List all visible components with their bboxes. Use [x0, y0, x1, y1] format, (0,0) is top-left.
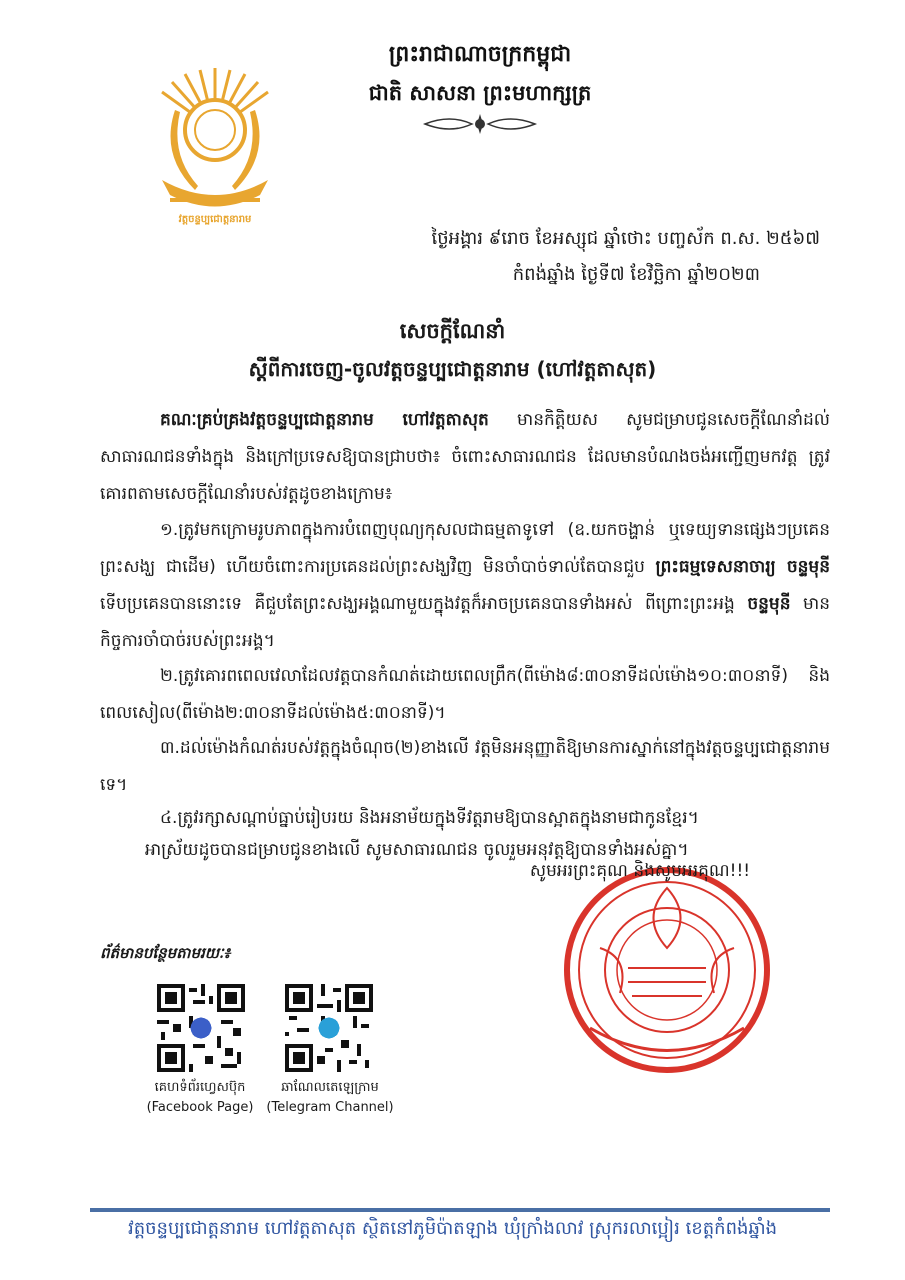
intro-text: មានកិត្តិយស សូមជម្រាបជូនសេចក្ដីណែនាំដល់សាធារណជនទាំងក្នុង និងក្រៅប្រទេសឱ្យបានជ្រាបថា៖ ចំពោះសាធារណជន ដែលមានបំណងចង់អញ្ជើញមកវត្ត ត្រូវគោរពតាមសេចក្ដីណែនាំរបស់វត្តដូចខាងក្រោម៖ — [100, 410, 830, 504]
item-1 — [100, 512, 830, 660]
ornament-divider — [420, 112, 540, 136]
telegram-label-km: ឆាណែលតេឡេក្រាម — [281, 1080, 379, 1095]
monk-name: ចន្ទមុនី — [747, 594, 791, 614]
thanks-line: សូមអរព្រះគុណ និងសូមអរគុណ!!! — [529, 861, 751, 881]
footer-address: វត្តចន្ទប្បជោត្តនារាម ហៅវត្តតាសុត ស្ថិតនៅភូមិប៉ាតឡាង ឃុំក្រាំងលាវ ស្រុករលាប្អៀរ ខេត្តកំពង់ឆ្នាំង — [127, 1218, 778, 1239]
official-seal — [560, 858, 775, 1083]
telegram-label — [245, 1078, 415, 1118]
monk-title: ព្រះធម្មទេសនាចារ្យ ចន្ទមុនី — [655, 557, 830, 577]
national-motto: ជាតិ សាសនា ព្រះមហាក្សត្រ — [368, 81, 592, 105]
footer-divider — [90, 1208, 830, 1212]
telegram-qr-code[interactable] — [285, 984, 373, 1072]
intro-paragraph — [100, 402, 830, 513]
logo-caption: វត្តចន្ទប្បជោត្តនារាម — [178, 214, 252, 225]
telegram-label-en: (Telegram Channel) — [266, 1100, 394, 1115]
document-title: សេចក្ដីណែនាំ — [399, 319, 506, 343]
facebook-label-km: គេហទំព័រហ្វេសប៊ុក — [154, 1080, 246, 1095]
item-1-text-c: មានកិច្ចការចាំបាច់របស់ព្រះអង្គ។ — [100, 594, 830, 651]
lunar-date: ថ្ងៃអង្គារ ៩រោច ខែអស្សុជ ឆ្នាំថោះ បញ្ចស័ក ព.ស. ២៥៦៧ — [431, 228, 820, 249]
item-4: ៤.ត្រូវរក្សាសណ្ដាប់ធ្នាប់រៀបរយ និងអនាម័យក្នុងទីវត្តរាមឱ្យបានស្អាតក្នុងនាមជាកូនខ្មែរ។ — [160, 808, 699, 828]
item-2: ២.ត្រូវគោរពពេលវេលាដែលវត្តបានកំណត់ដោយពេលព្រឹក(ពីម៉ោង៨:៣០នាទីដល់ម៉ោង១០:៣០នាទី) និងពេលសៀល(ពីម៉ោង២:៣០នាទីដល់ម៉ោង៥:៣០នាទី)។ — [100, 666, 830, 723]
document-subtitle: ស្ដីពីការចេញ-ចូលវត្តចន្ទប្បជោត្តនារាម (ហៅវត្តតាសុត) — [248, 357, 657, 381]
wat-logo — [140, 60, 290, 230]
item-1-text-a: ១.ត្រូវមកក្រោមរូបភាពក្នុងការបំពេញបុណ្យកុសលជាធម្មតាទូទៅ (ឧ.យកចង្ហាន់ ឬទេយ្យទានផ្សេងៗប្រគេនព្រះសង្ឃ ជាដើម) ហើយចំពោះការប្រគេនដល់ព្រះសង្ឃវិញ មិនចាំបាច់ទាល់តែបានជួប — [100, 520, 830, 577]
item-1-text-b: ទើបប្រគេនបាននោះទេ គឺជួបតែព្រះសង្ឃអង្គណាមួយក្នុងវត្តក៏អាចប្រគេនបានទាំងអស់ ពីព្រោះព្រះអង្គ — [100, 594, 748, 614]
committee-name: គណៈគ្រប់គ្រងវត្តចន្ទប្បជោត្តនារាម ហៅវត្តតាសុត — [160, 410, 489, 430]
facebook-label-en: (Facebook Page) — [146, 1100, 254, 1115]
closing-paragraph: អាស្រ័យដូចបានជម្រាបជូនខាងលើ សូមសាធារណជន ចូលរួមអនុវត្តឱ្យបានទាំងអស់គ្នា។ — [145, 840, 689, 860]
facebook-qr-code[interactable] — [157, 984, 245, 1072]
more-info-heading: ព័ត៌មានបន្ថែមតាមរយៈ៖ — [100, 944, 231, 962]
kingdom-heading: ព្រះរាជាណាចក្រកម្ពុជា — [388, 42, 572, 67]
item-3: ៣.ដល់ម៉ោងកំណត់របស់វត្តក្នុងចំណុច(២)ខាងលើ វត្តមិនអនុញ្ញាតិឱ្យមានការស្នាក់នៅក្នុងវត្តចន្ទប្បជោត្តនារាមទេ។ — [100, 738, 830, 795]
solar-date: កំពង់ឆ្នាំង ថ្ងៃទី៧ ខែវិច្ឆិកា ឆ្នាំ២០២៣ — [512, 264, 760, 285]
